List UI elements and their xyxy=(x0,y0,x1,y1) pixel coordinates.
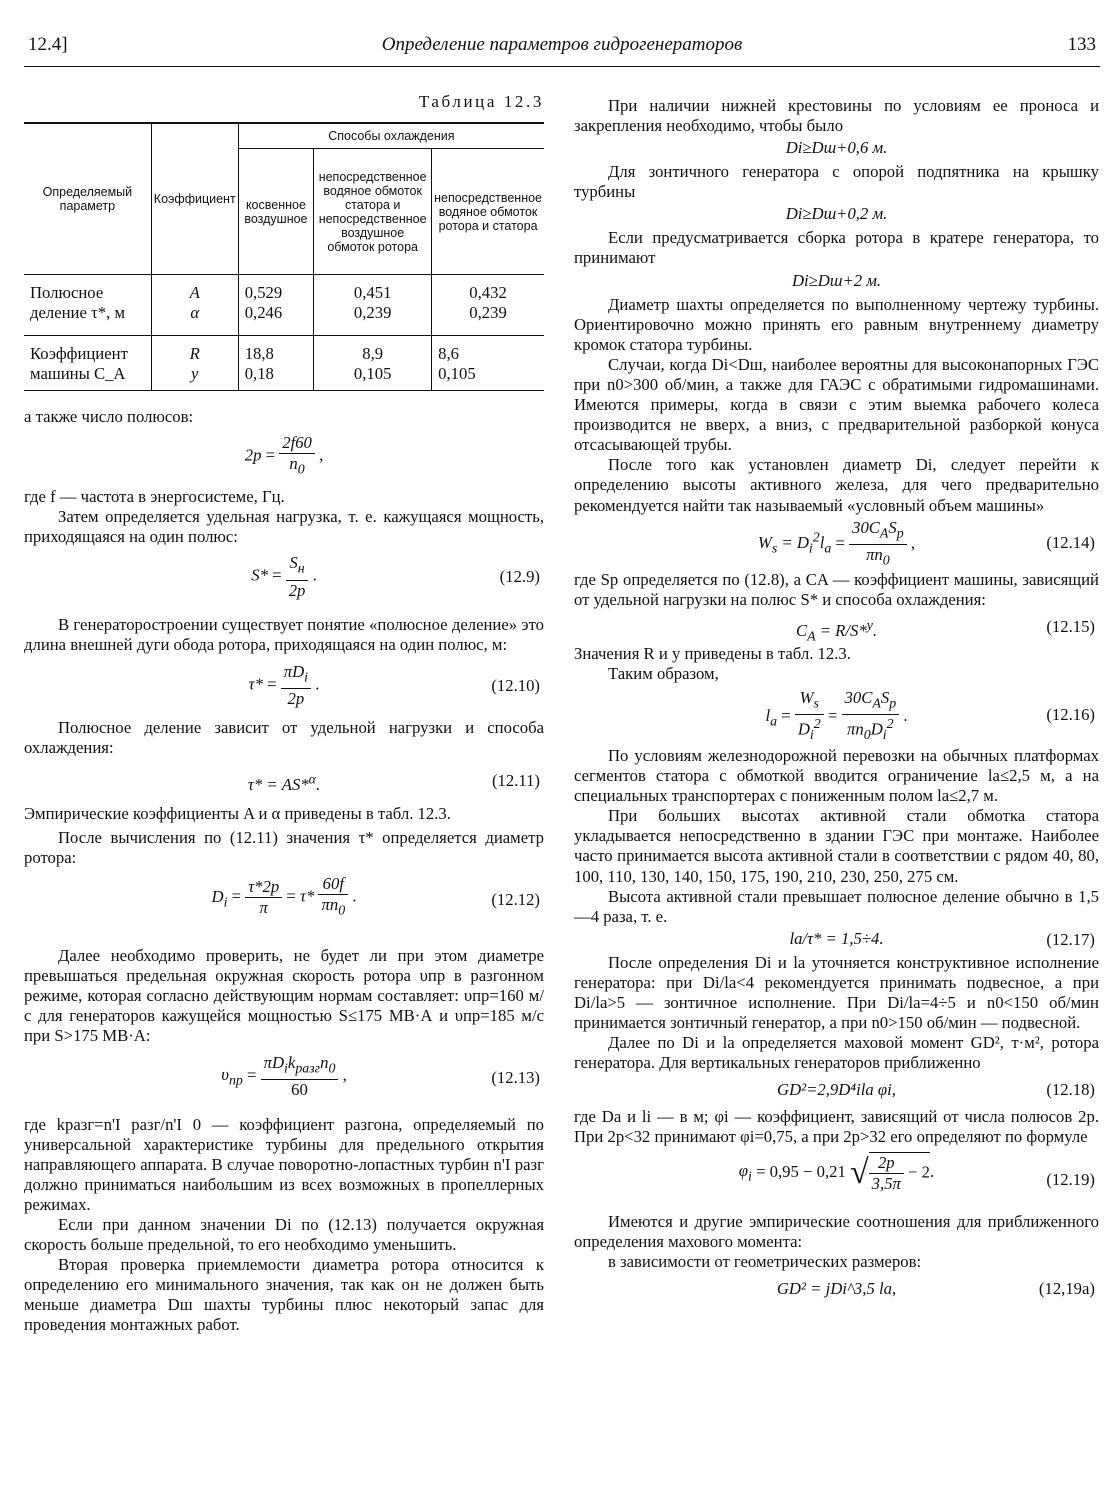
equation-number: (12.19) xyxy=(1046,1169,1095,1189)
paragraph: После вычисления по (12.11) значения τ* определяется диаметр ротора: xyxy=(24,827,544,867)
table-caption: Таблица 12.3 xyxy=(418,92,544,111)
table-header-method-2: непосредственное водяное обмоток статора и непосредственное воздушное обмоток ротора xyxy=(314,149,432,275)
equation-number: (12.16) xyxy=(1046,704,1095,724)
equation-12-19a: GD² = jDi^3,5 la, (12,19a) xyxy=(574,1274,1099,1304)
equation-12-10: τ* = $\frac{\pi D_i}{2p}$ . (12.10) xyxy=(248,661,540,708)
paragraph: По условиям железнодорожной перевозки на обычных платформах сегментов статора с обмоткой вводится ограничение la≤2,5 м, а на специальных транспортерах с пониженным полом la≤2,7 м. xyxy=(574,745,1099,806)
row-value-2: 8,9 0,105 xyxy=(314,336,432,391)
page-number: 133 xyxy=(1067,34,1096,55)
table-header-coef: Коэффициент xyxy=(151,123,238,275)
equation-12-13: $\upsilon_{пр}$ = $\frac{\pi D_ik_{разг}n_0}{60}$ , (12.13) xyxy=(221,1052,540,1099)
equation-number: (12.11) xyxy=(491,770,540,790)
equation-number: (12,19a) xyxy=(1038,1278,1095,1298)
equation-12-18: GD²=2,9D⁴ila φi, (12.18) xyxy=(574,1077,1099,1103)
paragraph: После определения Di и la уточняется конструктивное исполнение генератора: при Di/la<4 рекомендуется принимать подвесное, а при Di/la>5 — зонтичное исполнение. При Di/la=4÷5 и n0<150 об/мин принимается зонтичный генератор, а при n0>150 об/мин — подвесной. xyxy=(574,952,1099,1033)
row-value-1: 0,529 0,246 xyxy=(238,275,314,336)
table-header-method-1: косвенное воздушное xyxy=(238,149,314,275)
paragraph: Далее по Di и la определяется маховой момент GD², т·м², ротора генератора. Для вертикальных генераторов приближенно xyxy=(574,1033,1099,1073)
paragraph: При больших высотах активной стали обмотка статора укладывается непосредственно в здании ГЭС при монтаже. Наиболее часто принимается высота активной стали в соответствии с рядом 40, 80, 100, 110, 130, 140, 150, 175, 190, 210, 230, 250, 275 см. xyxy=(574,806,1099,886)
equation-number: (12.10) xyxy=(491,675,540,695)
equation-12-12: $D_i$ = $\frac{\tau*2p}{\pi}$ = τ* $\frac{60f}{\pi n_0}$ . (12.12) xyxy=(211,874,540,919)
row-value-2: 0,451 0,239 xyxy=(314,275,432,336)
equation-shaft-3: Di≥Dш+2 м. xyxy=(791,270,882,290)
paragraph: Диаметр шахты определяется по выполненному чертежу турбины. Ориентировочно можно принять его равным внутреннему диаметру кромок статора турбины. xyxy=(574,294,1099,354)
paragraph: в зависимости от геометрических размеров: xyxy=(608,1251,922,1271)
table-header-method-3: непосредственное водяное обмоток ротора и статора xyxy=(432,149,544,275)
paragraph: Значения R и y приведены в табл. 12.3. xyxy=(574,643,851,663)
row-value-3: 0,432 0,239 xyxy=(432,275,544,336)
paragraph: Эмпирические коэффициенты A и α приведены в табл. 12.3. xyxy=(24,803,451,823)
equation-shaft-2: Di≥Dш+0,2 м. xyxy=(785,204,888,224)
row-coefs: R y xyxy=(151,336,238,391)
table-row xyxy=(24,275,544,336)
equation-12-19: $\varphi_i = 0,95 - 0,21$ √ $\frac{2p}{3,5\pi}$ − 2. (12.19) xyxy=(738,1152,1095,1193)
paragraph: где Da и li — в м; φi — коэффициент, зависящий от числа полюсов 2p. При 2p<32 принимают φi=0,75, а при 2p>32 его определяют по формуле xyxy=(574,1107,1099,1147)
paragraph: Для зонтичного генератора с опорой подпятника на крышку турбины xyxy=(574,162,1099,202)
equation-number: (12.18) xyxy=(1046,1080,1095,1100)
equation-number: (12.17) xyxy=(1046,929,1095,949)
paragraph: Имеются и другие эмпирические соотношения для приближенного определения махового момента: xyxy=(574,1211,1099,1251)
equation-number: (12.13) xyxy=(491,1067,540,1087)
equation-12-15: $C_A = R/S*^y$. (12.15) xyxy=(574,612,1099,642)
table-header-param: Определяемый параметр xyxy=(24,123,151,275)
paragraph: Вторая проверка приемлемости диаметра ротора относится к определению его минимального значения, так как он не должен быть меньше диаметра Dш шахты турбины плюс некоторый запас для проведения монтажных работ. xyxy=(24,1255,544,1335)
row-value-1: 18,8 0,18 xyxy=(238,336,314,391)
equation-12-16: $l_a$ = $\frac{W_s}{D_i^2}$ = $\frac{30C_AS_р}{\pi n_0D_i^2}$ . (12.16) xyxy=(765,687,1095,744)
equation-12-9: S* = $\frac{S_н}{2p}$ . (12.9) xyxy=(251,553,540,600)
table-header-group: Способы охлаждения xyxy=(238,123,544,149)
row-param: Коэффициент машины C_A xyxy=(30,344,128,383)
paragraph: Далее необходимо проверить, не будет ли при этом диаметре превышаться предельная окружная скорость ротора υпр в разгонном режиме, которая согласно действующим нормам составляет: υпр=160 м/с для генераторов кажущейся мощностью S≤175 МВ·А и υпр=185 м/с при S>175 МВ·А: xyxy=(24,946,544,1046)
paragraph: Таким образом, xyxy=(608,663,719,683)
paragraph: После того как установлен диаметр Di, следует перейти к определению высоты активного железа, для чего предварительно рекомендуется найти так называемый «условный объем машины» xyxy=(574,455,1099,515)
running-title: Определение параметров гидрогенераторов xyxy=(381,34,743,55)
equation-number: (12.14) xyxy=(1046,532,1095,552)
paragraph: где f — частота в энергосистеме, Гц. xyxy=(24,487,285,507)
equation-shaft-1: Di≥Dш+0,6 м. xyxy=(785,138,888,158)
paragraph: При наличии нижней крестовины по условиям ее проноса и закрепления необходимо, чтобы было xyxy=(574,96,1099,136)
equation-number: (12.15) xyxy=(1046,616,1095,636)
equation-poles: 2p = $\frac{2f60}{n_0}$ , xyxy=(244,433,324,478)
equation-number: (12.12) xyxy=(491,889,540,909)
paragraph: Если предусматривается сборка ротора в кратере генератора, то принимают xyxy=(574,228,1099,268)
row-param: Полюсное деление τ*, м xyxy=(30,283,126,322)
equation-12-17: la/τ* = 1,5÷4. (12.17) xyxy=(789,928,1095,949)
paragraph: Если при данном значении Di по (12.13) получается окружная скорость больше предельной, то его необходимо уменьшить. xyxy=(24,1214,544,1255)
paragraph: а также число полюсов: xyxy=(24,407,194,426)
cooling-table xyxy=(24,122,544,391)
paragraph: Случаи, когда Di<Dш, наиболее вероятны для высоконапорных ГЭС при n0>300 об/мин, а также для ГАЭС с обратимыми гидромашинами. Имеются примеры, когда в связи с этим выемка рабочего колеса производится не вверх, а вниз, с предварительной разборкой конуса отсасывающей трубы. xyxy=(574,354,1099,455)
paragraph: где kразг=n'I разг/n'I 0 — коэффициент разгона, определяемый по универсальной характеристике турбины для предельного открытия направляющего аппарата. В случае поворотно-лопастных турбин n'I разг должно приниматься наибольшим из всех возможных в пропеллерных режимах. xyxy=(24,1114,544,1214)
equation-number: (12.9) xyxy=(499,567,540,587)
paragraph: Высота активной стали превышает полюсное деление обычно в 1,5—4 раза, т. е. xyxy=(574,886,1099,926)
running-header xyxy=(24,30,1100,67)
paragraph: В генераторостроении существует понятие «полюсное деление» это длина внешней дуги обода ротора, приходящаяся на один полюс, м: xyxy=(24,615,544,655)
equation-12-11: τ* = AS*$^\alpha$. (12.11) xyxy=(24,764,544,798)
table-row xyxy=(24,336,544,391)
row-coefs: A α xyxy=(151,275,238,336)
paragraph: Затем определяется удельная нагрузка, т. е. кажущаяся мощность, приходящаяся на один полюс: xyxy=(24,507,544,547)
row-value-3: 8,6 0,105 xyxy=(432,336,544,391)
right-column xyxy=(574,96,1099,1306)
paragraph: Полюсное деление зависит от удельной нагрузки и способа охлаждения: xyxy=(24,717,544,757)
left-column xyxy=(24,88,544,1336)
equation-12-14: $W_s = D_i^2l_a$ = $\frac{30C_AS_р}{\pi n_0}$ , (12.14) xyxy=(757,517,1095,569)
paragraph: где Sр определяется по (12.8), а CA — коэффициент машины, зависящий от удельной нагрузки на полюс S* и способа охлаждения: xyxy=(574,569,1099,609)
section-number: 12.4] xyxy=(28,34,68,55)
